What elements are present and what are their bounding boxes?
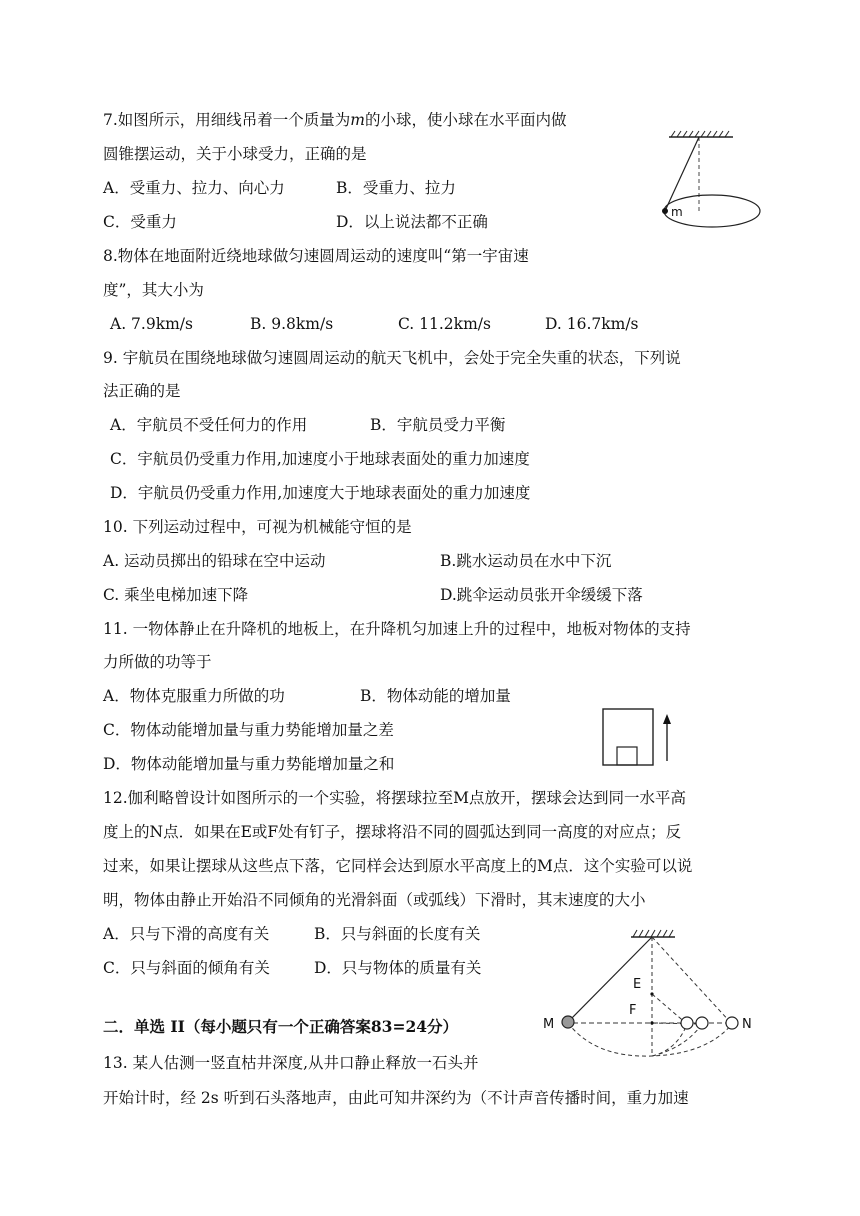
q13-line1: 13. 某人估测一竖直枯井深度,从井口静止释放一石头并 — [103, 1054, 479, 1072]
fig-label-e: E — [633, 977, 642, 992]
q7-option-d: D．以上说法都不正确 — [336, 213, 488, 231]
q11-option-b: B．物体动能的增加量 — [360, 687, 511, 705]
q9-option-b: B．宇航员受力平衡 — [370, 416, 506, 434]
section-heading: 二．单选 II（每小题只有一个正确答案83=24分） — [103, 1017, 459, 1036]
q8-option-b: B. 9.8km/s — [250, 315, 334, 333]
q9-option-d: D．宇航员仍受重力作用,加速度大于地球表面处的重力加速度 — [110, 484, 531, 502]
q10-option-c: C. 乘坐电梯加速下降 — [103, 586, 249, 604]
q9-line1: 9. 宇航员在围绕地球做匀速圆周运动的航天飞机中，会处于完全失重的状态，下列说 — [103, 349, 681, 367]
q9-line2: 法正确的是 — [103, 382, 181, 400]
fig-label-n: N — [742, 1017, 752, 1032]
fig-label-m: M — [543, 1017, 555, 1032]
q12-line4: 明，物体由静止开始沿不同倾角的光滑斜面（或弧线）下滑时，其末速度的大小 — [103, 891, 646, 909]
q10-option-b: B.跳水运动员在水中下沉 — [440, 552, 612, 570]
q8-line2: 度”，其大小为 — [103, 281, 204, 299]
q12-line3: 过来，如果让摆球从这些点下落，它同样会达到原水平高度上的M点．这个实验可以说 — [103, 857, 693, 875]
q9-option-c: C．宇航员仍受重力作用,加速度小于地球表面处的重力加速度 — [110, 450, 530, 468]
q11-line1: 11. 一物体静止在升降机的地板上，在升降机匀加速上升的过程中，地板对物体的支持 — [103, 620, 691, 638]
q10-option-a: A. 运动员掷出的铅球在空中运动 — [103, 552, 326, 570]
q11-option-c: C．物体动能增加量与重力势能增加量之差 — [103, 721, 394, 739]
q13-line2: 开始计时，经 2s 听到石头落地声，由此可知井深约为（不计声音传播时间，重力加速 — [103, 1089, 689, 1107]
q12-option-a: A．只与下滑的高度有关 — [103, 925, 270, 943]
q11-line2: 力所做的功等于 — [103, 653, 212, 671]
q9-option-a: A．宇航员不受任何力的作用 — [110, 416, 308, 434]
q7-option-c: C．受重力 — [103, 213, 177, 231]
q8-line1: 8.物体在地面附近绕地球做匀速圆周运动的速度叫“第一宇宙速 — [103, 247, 529, 265]
fig-mass-label: m — [671, 205, 683, 219]
q12-option-c: C．只与斜面的倾角有关 — [103, 959, 270, 977]
q8-option-d: D. 16.7km/s — [545, 315, 639, 333]
q8-option-a: A. 7.9km/s — [110, 315, 193, 333]
q10-line1: 10. 下列运动过程中，可视为机械能守恒的是 — [103, 518, 412, 536]
q7-option-b: B．受重力、拉力 — [336, 179, 456, 197]
q11-option-d: D．物体动能增加量与重力势能增加量之和 — [103, 755, 395, 773]
mass-symbol: m — [350, 111, 365, 129]
q12-line2: 度上的N点．如果在E或F处有钉子，摆球将沿不同的圆弧达到同一高度的对应点；反 — [103, 823, 682, 841]
elevator-figure — [600, 706, 680, 768]
q12-option-b: B．只与斜面的长度有关 — [314, 925, 481, 943]
q12-option-d: D．只与物体的质量有关 — [314, 959, 482, 977]
q11-option-a: A．物体克服重力所做的功 — [103, 687, 285, 705]
q8-option-c: C. 11.2km/s — [398, 315, 491, 333]
q10-option-d: D.跳伞运动员张开伞缓缓下落 — [440, 586, 643, 604]
fig-label-f: F — [629, 1003, 637, 1018]
galileo-pendulum-figure — [535, 920, 765, 1065]
q7-option-a: A．受重力、拉力、向心力 — [103, 179, 285, 197]
up-arrow-icon — [663, 714, 671, 724]
conical-pendulum-figure — [655, 125, 775, 240]
q7-line1: 7.如图所示，用细线吊着一个质量为m的小球，使小球在水平面内做 — [103, 111, 567, 129]
q7-line2: 圆锥摆运动，关于小球受力，正确的是 — [103, 145, 367, 163]
q12-line1: 12.伽利略曾设计如图所示的一个实验，将摆球拉至M点放开，摆球会达到同一水平高 — [103, 789, 687, 807]
